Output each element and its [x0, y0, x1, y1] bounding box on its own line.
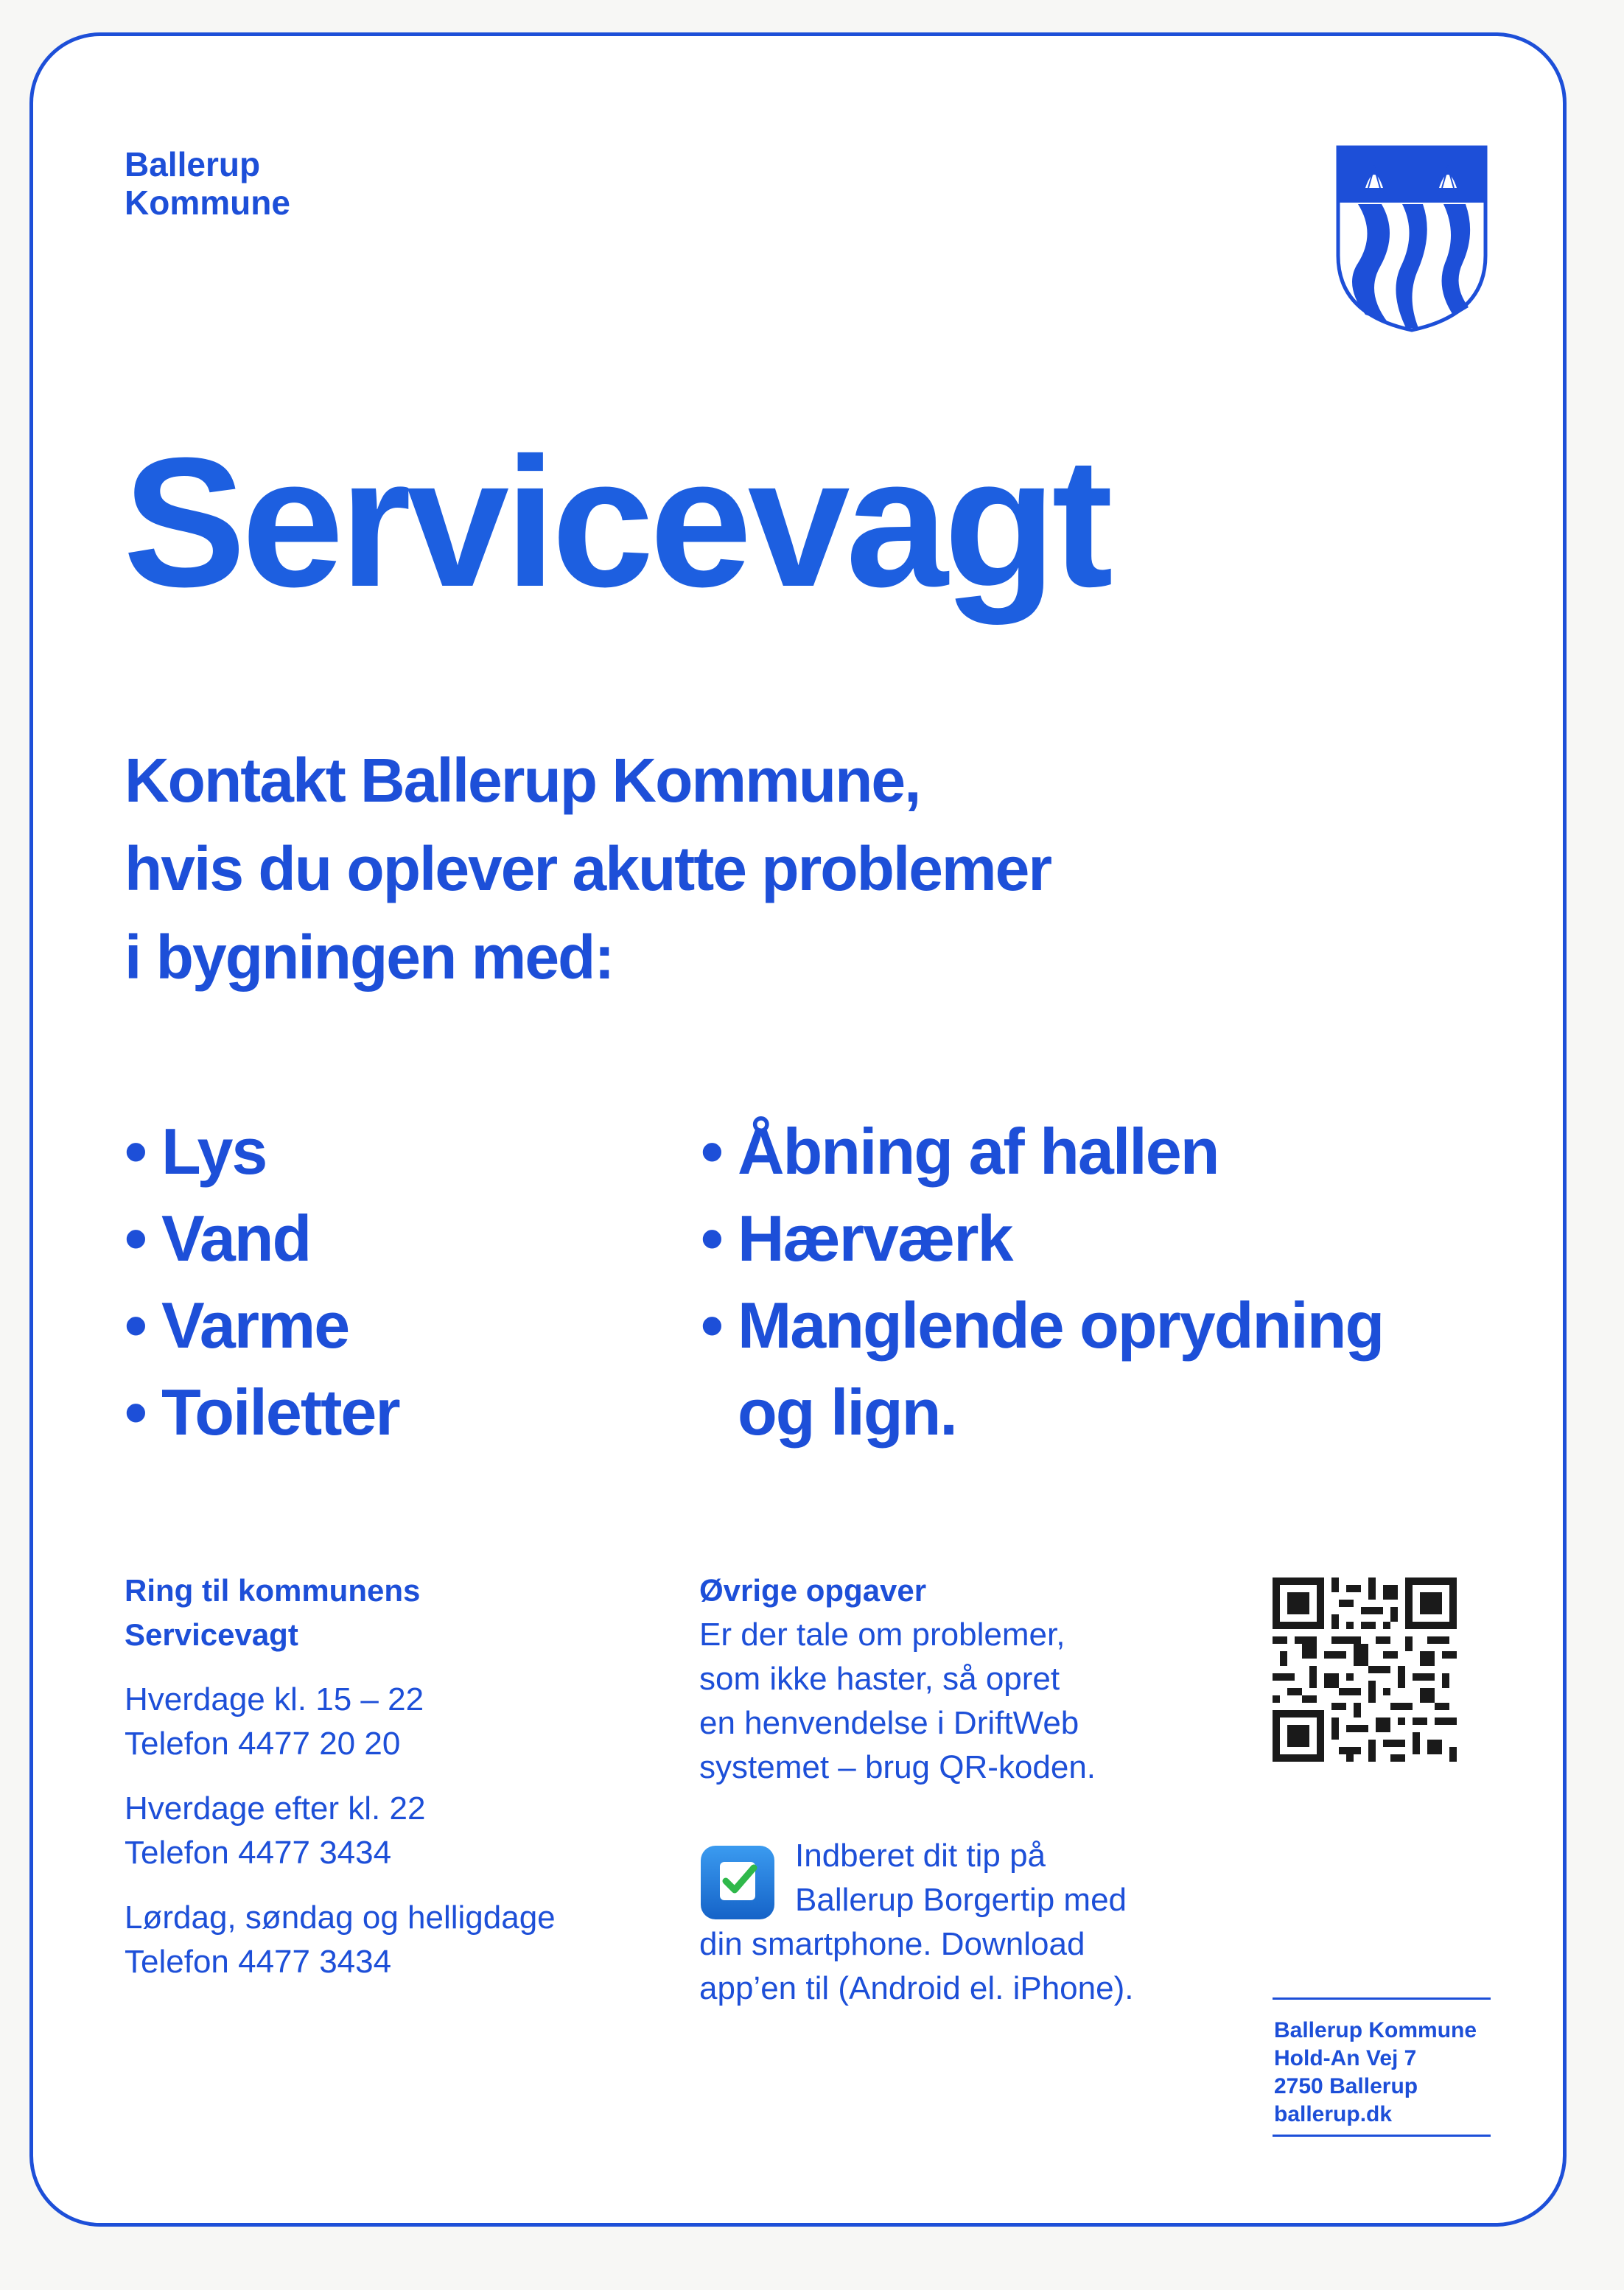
subtitle-line-3: i bygningen med:	[125, 922, 614, 992]
weekday-hours: Hverdage kl. 15 – 22	[125, 1681, 424, 1718]
list-item-continuation	[701, 1369, 1570, 1456]
weekend-phone[interactable]: Telefon 4477 3434	[125, 1944, 392, 1980]
list-item-label: Manglende oprydning	[738, 1289, 1384, 1362]
list-item: • Toiletter	[125, 1376, 399, 1449]
tip-line-2: Ballerup Borgertip med	[795, 1882, 1127, 1918]
poster	[29, 32, 1567, 2227]
list-item-label: Lys	[161, 1115, 267, 1188]
address-web[interactable]: ballerup.dk	[1274, 2102, 1393, 2126]
other-tasks-line-4: systemet – brug QR-koden.	[699, 1749, 1096, 1785]
list-item-label: Vand	[161, 1202, 311, 1275]
municipality-logo	[125, 145, 290, 222]
ballerup-crest-icon	[1336, 145, 1488, 332]
tip-line-4: app’en til (Android el. iPhone).	[699, 1970, 1134, 2006]
other-tasks-heading: Øvrige opgaver	[699, 1573, 927, 1608]
list-item: • Vand	[125, 1202, 311, 1275]
other-tasks-line-1: Er der tale om problemer,	[699, 1617, 1065, 1653]
list-item-label: Hærværk	[738, 1202, 1012, 1275]
other-tasks-line-2: som ikke haster, så opret	[699, 1661, 1060, 1697]
subtitle-line-1: Kontakt Ballerup Kommune,	[125, 746, 920, 815]
address-divider-top	[1273, 1997, 1491, 2000]
contact-heading-line-2: Servicevagt	[125, 1617, 298, 1652]
subtitle-line-2: hvis du oplever akutte problemer	[125, 834, 1051, 903]
list-item: • Hærværk	[701, 1202, 1012, 1275]
logo-line-1: Ballerup	[125, 145, 261, 183]
borgertip-section	[699, 1834, 1230, 2011]
contact-heading-line-1: Ring til kommunens	[125, 1573, 421, 1608]
list-item: • Manglende oprydning	[701, 1289, 1384, 1362]
weekend-hours: Lørdag, søndag og helligdage	[125, 1899, 556, 1936]
list-item: • Åbning af hallen	[701, 1115, 1219, 1188]
list-item: • Lys	[125, 1115, 267, 1188]
page-title: Servicevagt	[123, 419, 1109, 625]
weekday-phone[interactable]: Telefon 4477 20 20	[125, 1726, 401, 1762]
address-street: Hold-An Vej 7	[1274, 2046, 1417, 2070]
list-item-label: Toiletter	[161, 1376, 399, 1449]
tip-line-1: Indberet dit tip på	[795, 1838, 1046, 1874]
logo-line-2: Kommune	[125, 183, 290, 222]
list-item-label: og lign.	[738, 1376, 956, 1449]
borgertip-check-icon[interactable]	[699, 1844, 776, 1921]
problem-list-right	[701, 1108, 1570, 1456]
address-block	[1274, 2017, 1477, 2129]
weekday-late-phone[interactable]: Telefon 4477 3434	[125, 1835, 392, 1871]
list-item-label: Åbning af hallen	[738, 1115, 1219, 1188]
other-tasks-section	[699, 1569, 1230, 1790]
list-item: • Varme	[125, 1289, 349, 1362]
address-city: 2750 Ballerup	[1274, 2074, 1418, 2098]
other-tasks-line-3: en henvendelse i DriftWeb	[699, 1705, 1079, 1741]
problem-list-left	[125, 1108, 699, 1456]
qr-code-icon[interactable]	[1273, 1578, 1457, 1762]
contact-section	[125, 1569, 685, 1984]
tip-line-3: din smartphone. Download	[699, 1926, 1085, 1962]
subtitle	[125, 736, 1377, 1001]
address-name: Ballerup Kommune	[1274, 2018, 1477, 2042]
address-divider-bottom	[1273, 2135, 1491, 2137]
list-item-label: Varme	[161, 1289, 349, 1362]
weekday-late-hours: Hverdage efter kl. 22	[125, 1790, 426, 1827]
